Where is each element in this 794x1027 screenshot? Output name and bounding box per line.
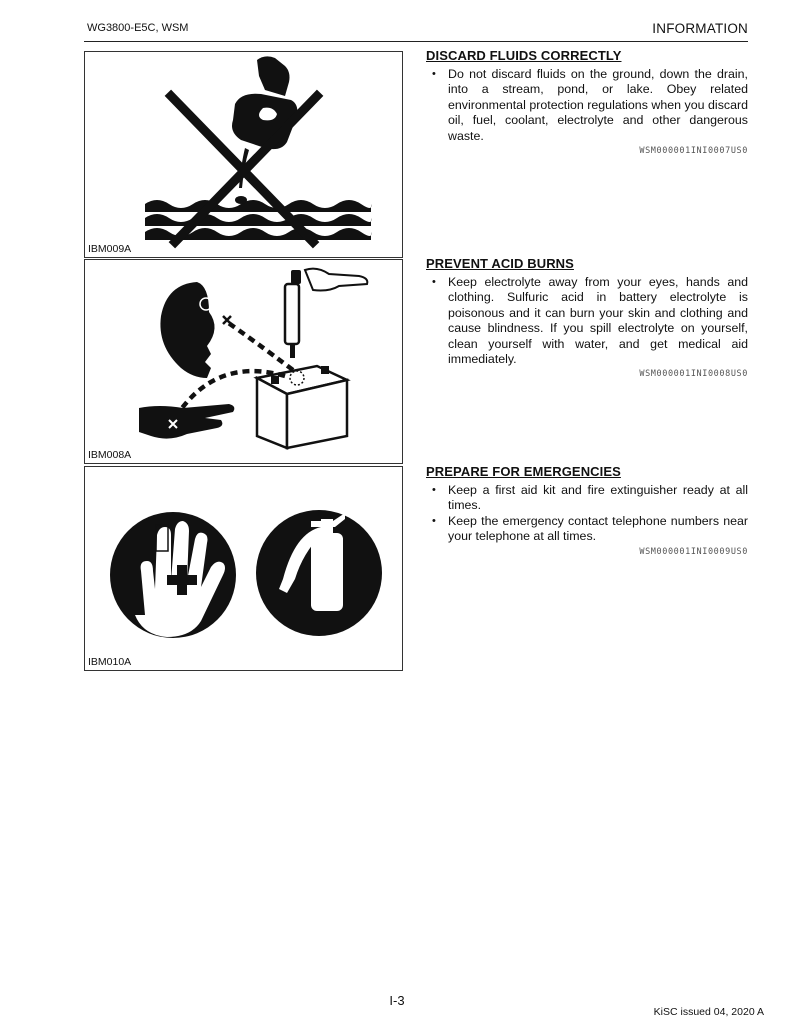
discard-fluids-illustration xyxy=(85,52,402,257)
figure-caption: IBM010A xyxy=(88,656,132,668)
figure-discard-fluids xyxy=(84,51,403,258)
section-prevent-acid-burns xyxy=(426,256,748,379)
figure-caption: IBM008A xyxy=(88,449,132,461)
document-code: WSM000001INI0008US0 xyxy=(639,369,748,380)
figure-emergencies xyxy=(84,466,403,671)
section-title: PREPARE FOR EMERGENCIES xyxy=(426,464,621,479)
first-aid-hand-icon xyxy=(110,512,236,638)
figure-caption: IBM009A xyxy=(88,243,132,255)
bullet-item: • Keep the emergency contact telephone numbers near your telephone at all times. xyxy=(426,514,748,545)
header-rule xyxy=(84,41,748,42)
document-code: WSM000001INI0009US0 xyxy=(639,546,748,557)
section-discard-fluids xyxy=(426,48,748,156)
section-prepare-emergencies xyxy=(426,464,748,557)
bullet-item: • Keep electrolyte away from your eyes, hands and clothing. Sulfuric acid in battery electrolyte is poisonous and it can burn your skin and clothing and cause blindness. If you spill electrolyte on yourself, clean yourself with water, and get medical aid immediately. xyxy=(426,275,748,367)
section-title: DISCARD FLUIDS CORRECTLY xyxy=(426,48,622,63)
gloved-hand-icon xyxy=(139,404,234,439)
fire-extinguisher-icon xyxy=(256,510,382,636)
page-number: I-3 xyxy=(389,993,405,1008)
header-section-title: INFORMATION xyxy=(652,21,748,36)
acid-burns-illustration xyxy=(85,260,402,463)
battery-icon xyxy=(257,366,347,448)
document-code: WSM000001INI0007US0 xyxy=(639,146,748,157)
bullet-item: • Do not discard fluids on the ground, down the drain, into a stream, pond, or lake. Obey related environmental protection regulations when you discard oil, fuel, coolant, electrolyte and other dangerous waste. xyxy=(426,67,748,144)
section-title: PREVENT ACID BURNS xyxy=(426,256,574,271)
figure-acid-burns xyxy=(84,259,403,464)
emergency-equipment-illustration xyxy=(85,467,402,670)
bullet-item: • Keep a first aid kit and fire extinguisher ready at all times. xyxy=(426,483,748,514)
hand-with-dropper-icon xyxy=(285,269,367,358)
head-silhouette-icon xyxy=(160,282,231,378)
header-document-id: WG3800-E5C, WSM xyxy=(87,22,189,34)
issue-info: KiSC issued 04, 2020 A xyxy=(653,1006,764,1018)
